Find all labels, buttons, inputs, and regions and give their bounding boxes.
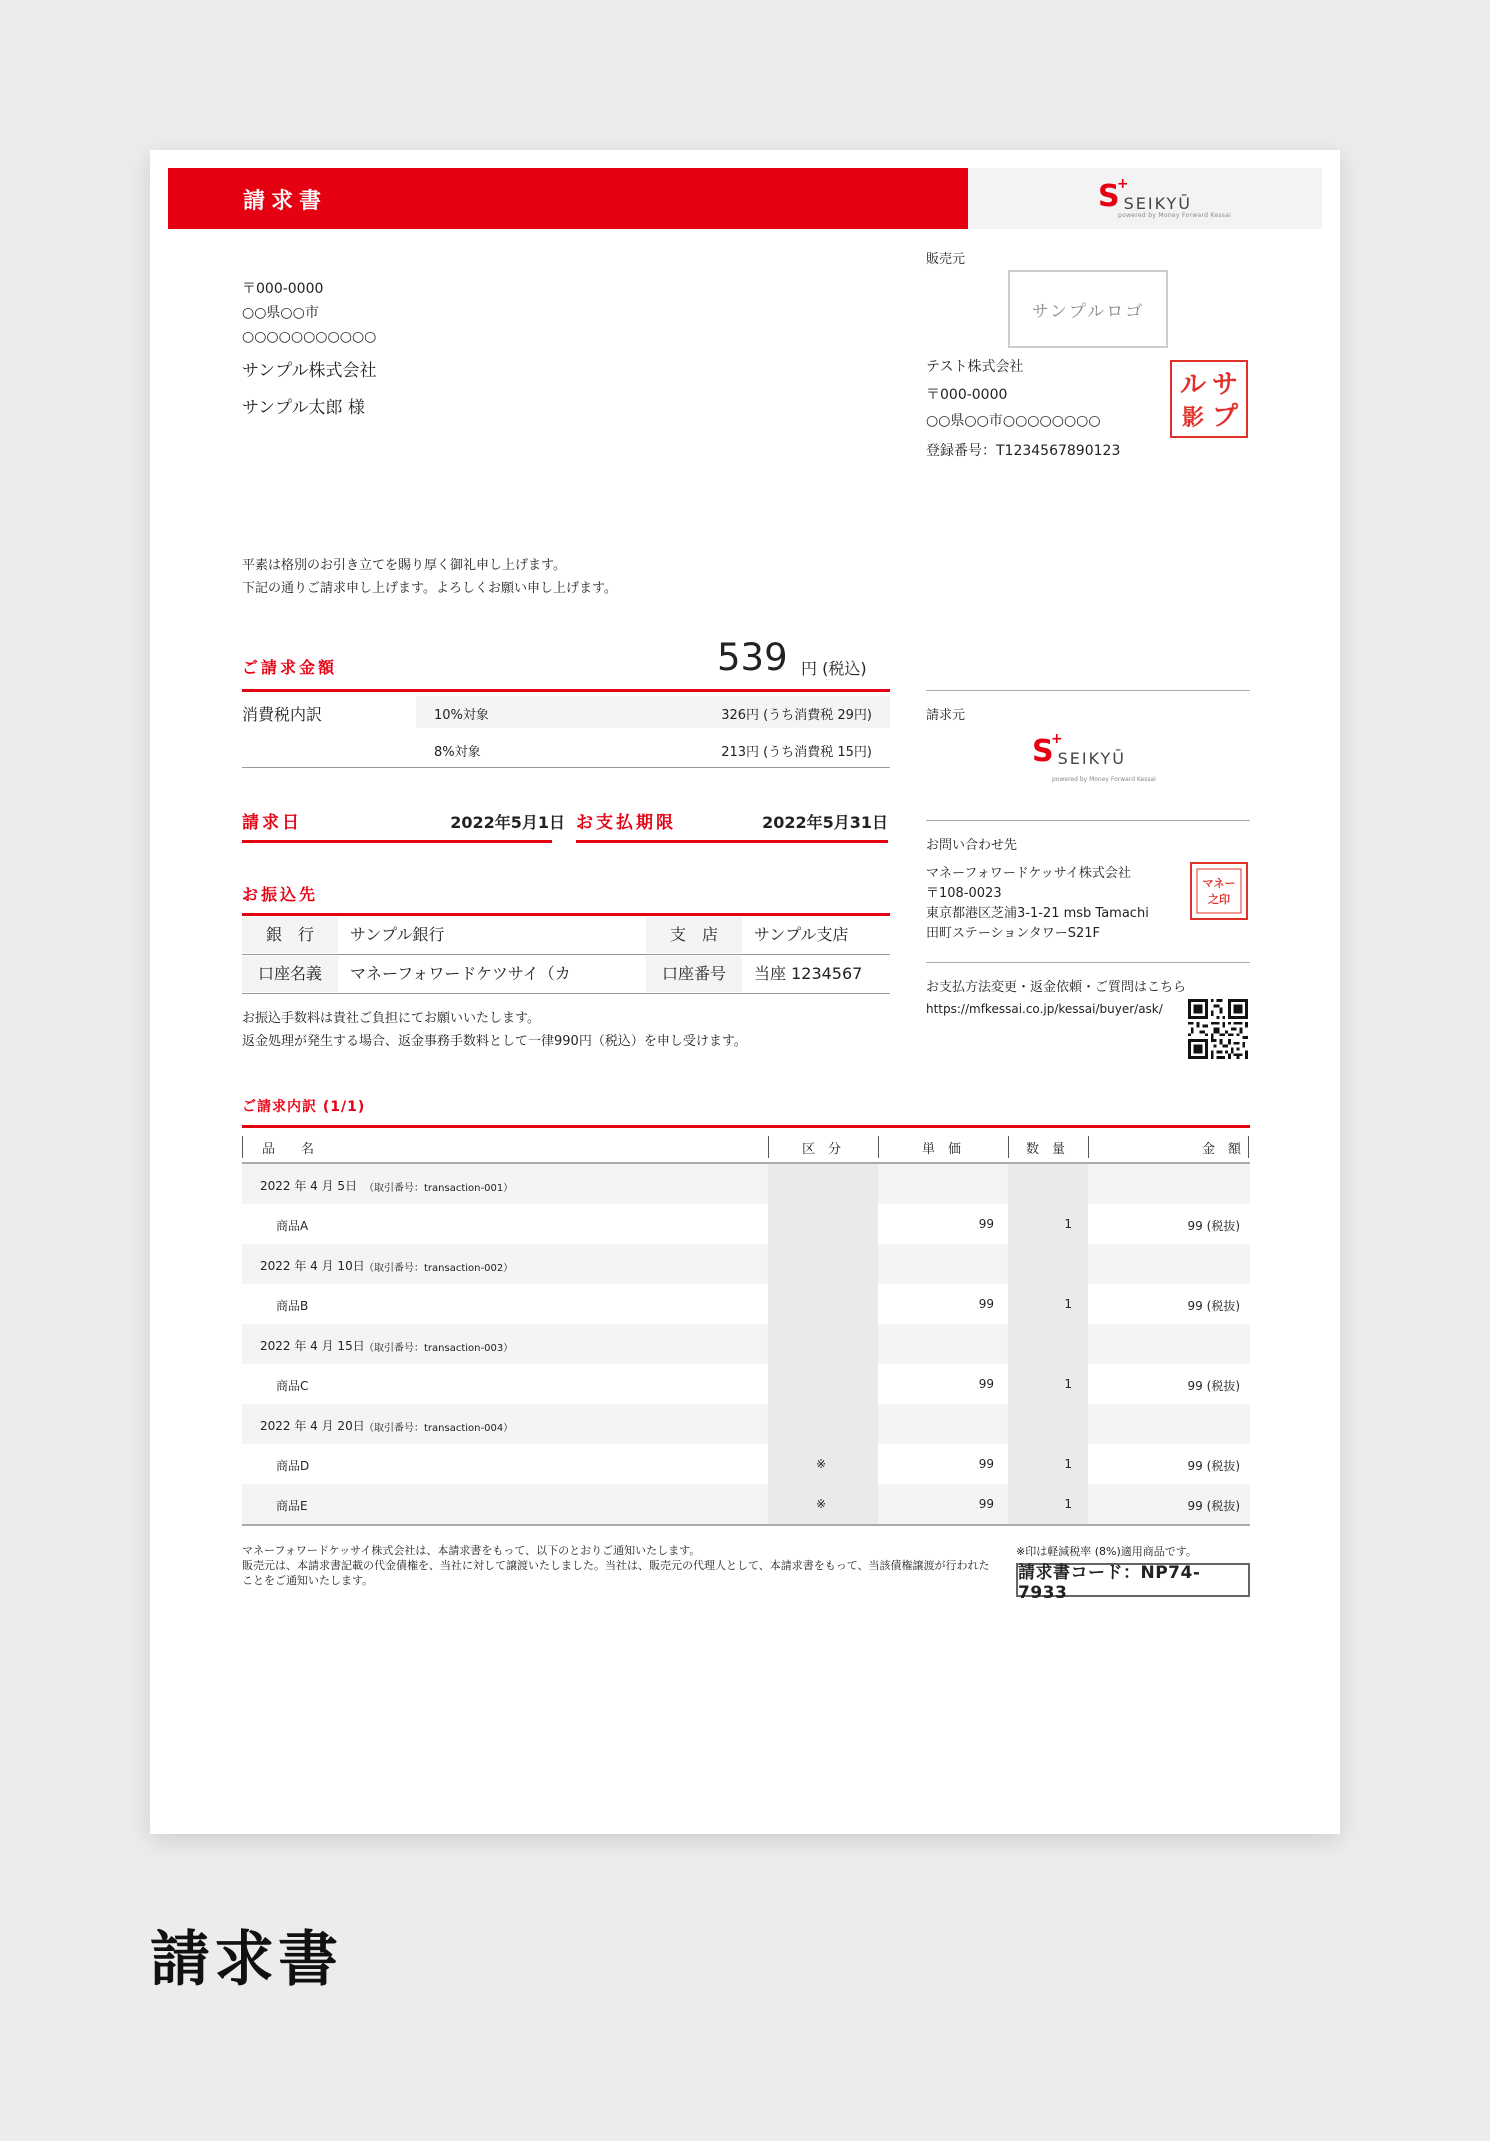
- invoice-date-value: 2022年5月1日: [450, 813, 565, 832]
- seller-postal: 〒000-0000: [926, 387, 1008, 403]
- tax-row-8: [416, 733, 890, 765]
- seller-logo-placeholder: サンプルロゴ: [1008, 270, 1168, 348]
- qty-column-shade: [1008, 1484, 1088, 1524]
- details-title: ご請求内訳 (1/1): [242, 1099, 366, 1115]
- row-item-name: 商品A: [276, 1219, 309, 1233]
- row-qty: 1: [1064, 1297, 1072, 1311]
- payment-url[interactable]: https://mfkessai.co.jp/kessai/buyer/ask/: [926, 1002, 1163, 1016]
- table-row: [242, 1284, 1250, 1324]
- amount-underline: [242, 689, 890, 692]
- row-amount: 99 (税抜): [1187, 1219, 1240, 1233]
- svg-text:影: 影: [1181, 406, 1205, 431]
- logo-s: S: [1098, 179, 1120, 214]
- row-price: 99: [978, 1297, 994, 1311]
- logo-subtitle: powered by Money Forward Kessai: [1052, 776, 1156, 783]
- due-date-label: お支払期限: [576, 813, 676, 833]
- details-top-line: [242, 1125, 1250, 1128]
- recipient-company: サンプル株式会社: [242, 361, 377, 381]
- row-price: 99: [978, 1217, 994, 1231]
- qty-column-shade: [1008, 1204, 1088, 1244]
- row-price: 99: [978, 1497, 994, 1511]
- bank-row-2: [242, 956, 885, 992]
- qty-column-shade: [1008, 1444, 1088, 1484]
- row-item-name: 商品E: [276, 1499, 308, 1513]
- col-amount: 金 額: [1202, 1142, 1242, 1157]
- logo-text: SEIKYŪ: [1123, 194, 1192, 213]
- svg-text:マネー: マネー: [1202, 877, 1236, 890]
- invoice-date-label: 請求日: [242, 813, 302, 833]
- table-date-row: [242, 1164, 1250, 1204]
- bank-note1: お振込手数料は貴社ご負担にてお願いいたします。: [242, 1011, 540, 1026]
- tax-label: 消費税内訳: [242, 705, 323, 724]
- seller-address: ○○県○○市○○○○○○○○: [926, 413, 1101, 429]
- row-price: 99: [978, 1457, 994, 1471]
- reduced-tax-note: ※印は軽減税率 (8%)適用商品です。: [1016, 1545, 1197, 1558]
- svg-text:之印: 之印: [1208, 893, 1230, 906]
- qty-column-shade: [1008, 1244, 1088, 1284]
- row-transaction-ref: （取引番号：transaction-001）: [364, 1183, 514, 1194]
- account-number-value: 当座 1234567: [754, 964, 863, 983]
- invoice-title: 請求書: [243, 189, 328, 214]
- branch-label: 支 店: [646, 917, 742, 953]
- footer-notice: [242, 1543, 990, 1588]
- tax-amount: 326円 (うち消費税 29円): [721, 708, 872, 723]
- row-date: 2022 年 4 月 10日: [260, 1259, 365, 1273]
- row-date: 2022 年 4 月 15日: [260, 1339, 365, 1353]
- recipient-block: [242, 277, 376, 349]
- table-body: [242, 1164, 1250, 1524]
- invoice-code-box: 請求書コード：NP74-7933: [1016, 1563, 1250, 1597]
- qty-column-shade: [1008, 1284, 1088, 1324]
- bank-title: お振込先: [242, 885, 319, 904]
- issuer-label: 請求元: [926, 708, 966, 723]
- issuer-contact-line: [926, 820, 1250, 821]
- qr-code-icon[interactable]: [1188, 999, 1248, 1059]
- recipient-person: サンプル太郎 様: [242, 398, 365, 418]
- issuer-address2: 田町ステーションタワーS21F: [926, 926, 1100, 941]
- row-date: 2022 年 4 月 5日: [260, 1179, 358, 1193]
- contact-label: お問い合わせ先: [926, 838, 1018, 853]
- seller-company: テスト株式会社: [926, 359, 1024, 375]
- recipient-address2: ○○○○○○○○○○○: [242, 329, 377, 345]
- col-sep: [1008, 1136, 1009, 1158]
- invoice-sheet: [150, 150, 1340, 1834]
- bank-notes: [242, 1007, 747, 1053]
- issuer-address1: 東京都港区芝浦3-1-21 msb Tamachi: [926, 906, 1149, 921]
- table-date-row: [242, 1404, 1250, 1444]
- footer-line3: ことをご通知いたします。: [242, 1574, 374, 1587]
- due-date-underline: [576, 840, 888, 843]
- table-row: [242, 1444, 1250, 1484]
- table-bottom-line: [242, 1524, 1250, 1526]
- tax-rate: 10%対象: [434, 708, 489, 723]
- row-qty: 1: [1064, 1217, 1072, 1231]
- tax-amount: 213円 (うち消費税 15円): [721, 745, 872, 760]
- col-sep: [768, 1136, 769, 1158]
- col-item: 品 名: [262, 1142, 315, 1157]
- issuer-top-line: [926, 690, 1250, 691]
- row-qty: 1: [1064, 1497, 1072, 1511]
- row-transaction-ref: （取引番号：transaction-004）: [364, 1423, 514, 1434]
- title-bar: [168, 168, 968, 229]
- row-amount: 99 (税抜): [1187, 1379, 1240, 1393]
- amount-label: ご請求金額: [242, 658, 338, 677]
- col-price: 単 価: [922, 1142, 962, 1157]
- plus-icon: +: [1050, 731, 1063, 747]
- seller-registration: 登録番号：T1234567890123: [926, 443, 1121, 459]
- col-sep: [242, 1136, 243, 1158]
- greeting-line2: 下記の通りご請求申し上げます。よろしくお願い申し上げます。: [242, 581, 617, 596]
- tax-rate: 8%対象: [434, 745, 481, 760]
- kubun-column-shade: [768, 1404, 878, 1444]
- holder-value: マネーフォワードケツサイ（カ: [350, 964, 571, 983]
- footer-line1: マネーフォワードケッサイ株式会社は、本請求書をもって、以下のとおりご通知いたします。: [242, 1544, 701, 1557]
- issuer-company: マネーフォワードケッサイ株式会社: [926, 866, 1131, 881]
- logo-subtitle: powered by Money Forward Kessai: [1118, 212, 1232, 219]
- details-table: [242, 1130, 1250, 1526]
- col-sep: [1248, 1136, 1249, 1158]
- logo-s: S: [1032, 734, 1054, 769]
- table-row: [242, 1204, 1250, 1244]
- recipient-postal: 〒000-0000: [242, 281, 324, 297]
- row-date: 2022 年 4 月 20日: [260, 1419, 365, 1433]
- svg-text:サ: サ: [1211, 370, 1239, 400]
- tax-row-10: [416, 696, 890, 728]
- bank-bottom-line: [242, 993, 890, 994]
- svg-text:ル: ル: [1179, 370, 1207, 400]
- row-amount: 99 (税抜): [1187, 1459, 1240, 1473]
- table-date-row: [242, 1324, 1250, 1364]
- row-amount: 99 (税抜): [1187, 1499, 1240, 1513]
- col-kubun: 区 分: [802, 1142, 842, 1157]
- account-number-label: 口座番号: [646, 956, 742, 992]
- row-item-name: 商品B: [276, 1299, 309, 1313]
- col-qty: 数 量: [1026, 1142, 1066, 1157]
- kubun-column-shade: [768, 1204, 878, 1244]
- bank-name-value: サンプル銀行: [350, 925, 445, 944]
- brand-bar: [968, 168, 1322, 229]
- greeting-line1: 平素は格別のお引き立てを賜り厚く御礼申し上げます。: [242, 558, 566, 573]
- row-amount: 99 (税抜): [1187, 1299, 1240, 1313]
- seller-seal-stamp: [1170, 360, 1248, 438]
- kubun-column-shade: [768, 1284, 878, 1324]
- row-price: 99: [978, 1377, 994, 1391]
- amount-unit: 円 (税込): [801, 659, 867, 678]
- table-row: [242, 1484, 1250, 1524]
- row-transaction-ref: （取引番号：transaction-002）: [364, 1263, 514, 1274]
- row-qty: 1: [1064, 1457, 1072, 1471]
- row-transaction-ref: （取引番号：transaction-003）: [364, 1343, 514, 1354]
- recipient-address1: ○○県○○市: [242, 305, 319, 321]
- bank-mid-line: [242, 954, 890, 955]
- qty-column-shade: [1008, 1324, 1088, 1364]
- payment-label: お支払方法変更・返金依頼・ご質問はこちら: [926, 980, 1187, 995]
- payment-line: [926, 962, 1250, 963]
- page-caption: 請求書: [150, 1925, 342, 1995]
- qty-column-shade: [1008, 1164, 1088, 1204]
- bank-note2: 返金処理が発生する場合、返金事務手数料として一律990円（税込）を申し受けます。: [242, 1034, 747, 1049]
- bank-row-1: [242, 917, 885, 953]
- tax-underline: [242, 767, 890, 768]
- holder-label: 口座名義: [242, 956, 338, 992]
- branch-value: サンプル支店: [754, 925, 849, 944]
- seller-label: 販売元: [926, 252, 966, 267]
- kubun-column-shade: [768, 1164, 878, 1204]
- logo-text: SEIKYŪ: [1057, 749, 1126, 768]
- issuer-seikyu-logo: [1032, 731, 1126, 769]
- qty-column-shade: [1008, 1404, 1088, 1444]
- due-date-value: 2022年5月31日: [762, 813, 888, 832]
- kubun-column-shade: [768, 1244, 878, 1284]
- invoice-date-underline: [242, 840, 552, 843]
- row-item-name: 商品D: [276, 1459, 310, 1473]
- row-item-name: 商品C: [276, 1379, 309, 1393]
- col-sep: [878, 1136, 879, 1158]
- col-sep: [1088, 1136, 1089, 1158]
- bank-name-label: 銀 行: [242, 917, 338, 953]
- row-qty: 1: [1064, 1377, 1072, 1391]
- kubun-column-shade: [768, 1364, 878, 1404]
- kubun-column-shade: [768, 1324, 878, 1364]
- qty-column-shade: [1008, 1364, 1088, 1404]
- bank-top-line: [242, 913, 890, 916]
- issuer-seal-stamp: [1190, 862, 1248, 920]
- row-kubun: ※: [816, 1457, 827, 1471]
- table-date-row: [242, 1244, 1250, 1284]
- issuer-postal: 〒108-0023: [926, 886, 1002, 901]
- amount-value: 539: [717, 636, 788, 679]
- svg-text:プ: プ: [1211, 402, 1239, 432]
- issuer-address-block: [926, 864, 1149, 944]
- table-header: [242, 1130, 1250, 1164]
- row-kubun: ※: [816, 1497, 827, 1511]
- footer-line2: 販売元は、本請求書記載の代金債権を、当社に対して譲渡いたしました。当社は、販売元の代理人として、本請求書をもって、当該債権譲渡が行われた: [242, 1559, 990, 1572]
- plus-icon: +: [1116, 176, 1129, 192]
- greeting: [242, 554, 617, 600]
- table-row: [242, 1364, 1250, 1404]
